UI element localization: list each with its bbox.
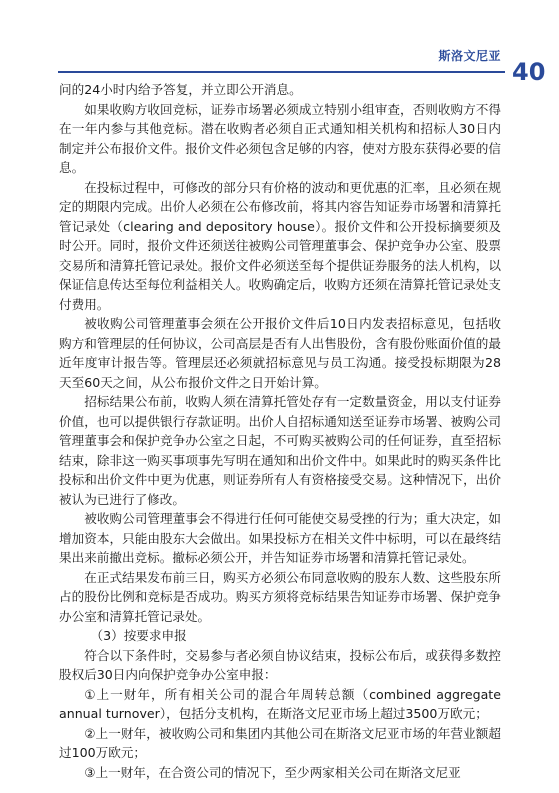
paragraph: 被收购公司管理董事会不得进行任何可能使交易受挫的行为；重大决定，如增加资本，只能由股东大会做出。如果投标方在相关文件中标明，可以在最终结果出来前撤出竞标。撤标必须公开，并告知证券市场署和清算托管记录处。 [59, 511, 501, 565]
header-divider [58, 71, 505, 73]
list-item: ③上一财年，在合资公司的情况下，至少两家相关公司在斯洛文尼亚 [84, 764, 461, 780]
paragraph: 在投标过程中，可修改的部分只有价格的波动和更优惠的汇率，且必须在规定的期限内完成。出价人必须在公布修改前，将其内容告知证券市场署和清算托管记录处（clearing and depository house）。报价文件和公开投标摘要须及时公开。同时，报价文件还须送往被购公司管理董事会、保护竞争办公室、股票交易所和清算托管记录处。报价文件必须送至每个提供证券服务的法人机构，以保证信息传达至每位利益相关人。收购确定后，收购方还须在清算托管记录处支付费用。 [59, 179, 501, 312]
list-item: ①上一财年，所有相关公司的混合年周转总额（combined aggregate annual turnover），包括分支机构，在斯洛文尼亚市场上超过3500万欧元； [59, 686, 501, 721]
paragraph: 符合以下条件时，交易参与者必须自协议结束，投标公布后，或获得多数控股权后30日内向保护竞争办公室申报： [59, 647, 501, 682]
paragraph: 被收购公司管理董事会须在公开报价文件后10日内发表招标意见，包括收购方和管理层的任何协议，公司高层是否有人出售股份，含有股份账面价值的最近年度审计报告等。管理层还必须就招标意见与员工沟通。接受投标期限为28天至60天之间，从公布报价文件之日开始计算。 [59, 316, 501, 390]
paragraph: 招标结果公布前，收购人须在清算托管处存有一定数量资金，用以支付证券价值，也可以提供银行存款证明。出价人自招标通知送至证券市场署、被购公司管理董事会和保护竞争办公室之日起，不可购买被购公司的任何证券，直至招标结束，除非这一购买事项事先写明在通知和出价文件中。如果此时的购买条件比投标和出价文件中更为优惠，则证券所有人有资格接受交易。这种情况下，出价被认为已进行了修改。 [59, 394, 501, 507]
body-text [59, 80, 501, 782]
section-heading: （3）按要求申报 [90, 628, 187, 643]
page-number: 40 [512, 58, 546, 86]
paragraph: 问的24小时内给予答复，并立即公开消息。 [59, 82, 302, 97]
paragraph: 如果收购方收回竞标，证券市场署必须成立特别小组审查，否则收购方不得在一年内参与其他竞标。潜在收购者必须自正式通知相关机构和招标人30日内制定并公布报价文件。报价文件必须包含足够的内容，使对方股东获得必要的信息。 [59, 101, 501, 175]
list-item: ②上一财年，被收购公司和集团内其他公司在斯洛文尼亚市场的年营业额超过100万欧元； [59, 725, 501, 760]
paragraph: 在正式结果发布前三日，购买方必须公布同意收购的股东人数、这些股东所占的股份比例和竞标是否成功。购买方须将竞标结果告知证券市场署、保护竞争办公室和清算托管记录处。 [59, 569, 501, 624]
header-title: 斯洛文尼亚 [438, 49, 501, 63]
